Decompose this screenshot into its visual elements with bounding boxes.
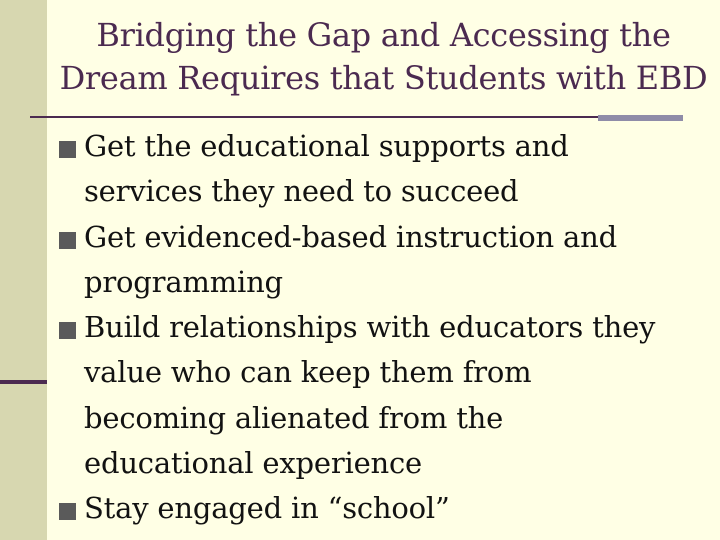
bullet-line: programming bbox=[84, 264, 283, 299]
slide-title-line-1: Bridging the Gap and Accessing the bbox=[96, 16, 671, 54]
left-decorative-band bbox=[0, 0, 47, 540]
bullet-line: Stay engaged in “school” bbox=[84, 491, 450, 526]
square-bullet-icon bbox=[59, 503, 76, 520]
bullet-line: services they need to succeed bbox=[84, 174, 519, 209]
title-divider-line bbox=[30, 116, 600, 118]
square-bullet-icon bbox=[59, 322, 76, 339]
title-divider-accent bbox=[598, 115, 683, 121]
bullet-line: Get evidenced-based instruction and bbox=[84, 219, 617, 254]
square-bullet-icon bbox=[59, 141, 76, 158]
square-bullet-icon bbox=[59, 232, 76, 249]
bullet-item-relationships bbox=[55, 305, 715, 486]
bullet-line: Build relationships with educators they bbox=[84, 310, 656, 345]
bullet-list bbox=[55, 124, 715, 532]
bullet-line: educational experience bbox=[84, 446, 423, 481]
bullet-line: value who can keep them from bbox=[84, 355, 532, 390]
bullet-line: Get the educational supports and bbox=[84, 129, 569, 163]
bullet-line: becoming alienated from the bbox=[84, 400, 504, 435]
left-accent-bar bbox=[0, 380, 47, 384]
bullet-item-supports bbox=[55, 124, 715, 215]
slide-title bbox=[47, 14, 720, 100]
bullet-item-instruction bbox=[55, 215, 715, 306]
slide-title-line-2: Dream Requires that Students with EBD bbox=[59, 59, 708, 97]
bullet-item-engaged bbox=[55, 486, 715, 531]
